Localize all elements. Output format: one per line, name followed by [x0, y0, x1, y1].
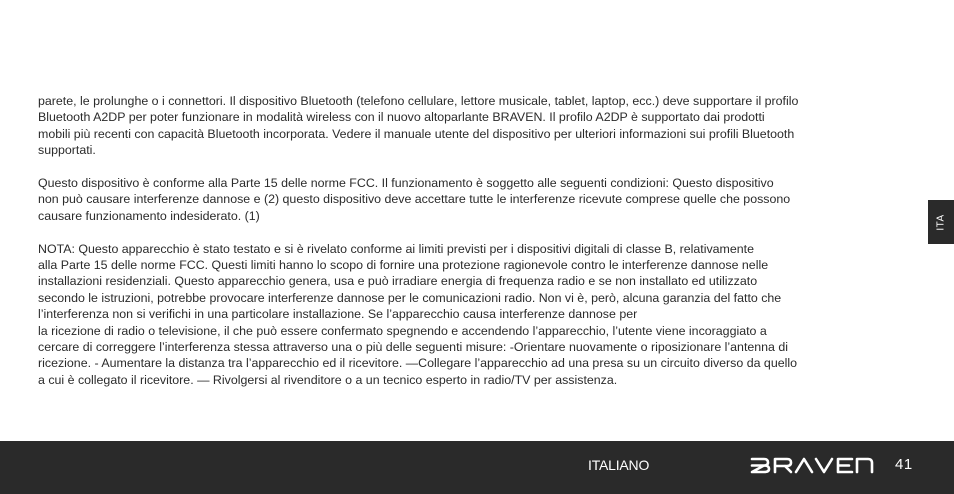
language-side-tab-label: ITA [935, 213, 947, 231]
braven-logo-icon [750, 457, 874, 474]
footer-page-number: 41 [895, 456, 913, 473]
paragraph-fcc-note: NOTA: Questo apparecchio è stato testato e si è rivelato conforme ai limiti previsti per i dispositivi digitali di classe B, relativamente alla Parte 15 delle norme FCC. Questi limiti hanno lo scopo di fornire una protezione ragionevole contro le interferenze dannose nelle installazioni residenziali. Questo apparecchio genera, usa e può irradiare energia di frequenza radio e se non installato ed utilizzato secondo le istruzioni, potrebbe provocare interferenze dannose per le comunicazioni radio. Non vi è, però, alcuna garanzia del fatto che l’interferenza non si verifichi in una particolare installazione. Se l’apparecchio causa interferenze dannose per la ricezione di radio o televisione, il che può essere confermato spegnendo e accendendo l’apparecchio, l’utente viene incoraggiato a cercare di correggere l’interferenza stessa attraverso una o più delle seguenti misure: -Orientare nuovamente o riposizionare l’antenna di ricezione. - Aumentare la distanza tra l’apparecchio ed il ricevitore. —Collegare l’apparecchio ad una presa su un circuito diverso da quello a cui è collegato il ricevitore. — Rivolgersi al rivenditore o a un tecnico esperto in radio/TV per assistenza. [38, 241, 797, 387]
page-footer [0, 441, 954, 494]
paragraph-bluetooth-profile: parete, le prolunghe o i connettori. Il dispositivo Bluetooth (telefono cellulare, lettore musicale, tablet, laptop, ecc.) deve supportare il profilo Bluetooth A2DP per poter funzionare in modalità wireless con il nuovo altoparlante BRAVEN. Il profilo A2DP è supportato dai prodotti mobili più recenti con capacità Bluetooth incorporata. Vedere il manuale utente del dispositivo per ulteriori informazioni sui profili Bluetooth supportati. [38, 94, 799, 158]
paragraph-fcc-compliance: Questo dispositivo è conforme alla Parte 15 delle norme FCC. Il funzionamento è soggetto alle seguenti condizioni: Questo dispositivo non può causare interferenze dannose e (2) questo dispositivo deve accettare tutte le interferenze ricevute comprese quelle che possono causare funzionamento indesiderato. (1) [38, 176, 791, 223]
language-side-tab [928, 200, 954, 244]
document-body [38, 93, 858, 405]
footer-language-label: ITALIANO [588, 457, 650, 473]
